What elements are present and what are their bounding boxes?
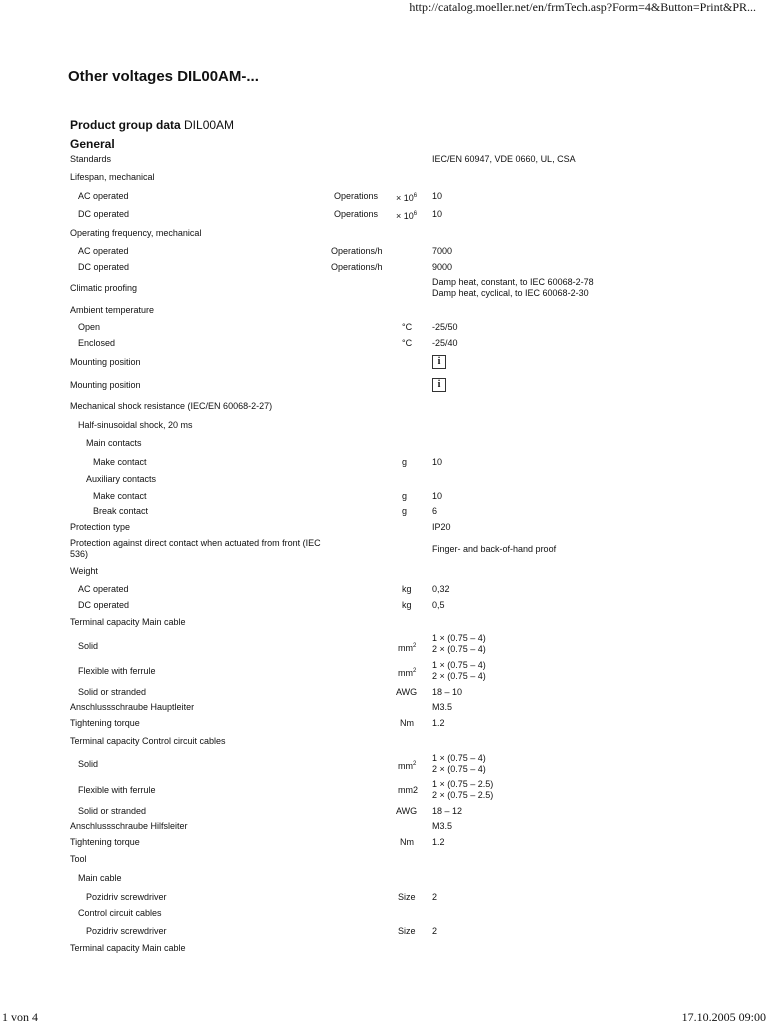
- row-label: Weight: [70, 566, 98, 576]
- row-value: 2: [432, 892, 438, 902]
- row-value-line1: 1 × (0.75 – 4): [432, 660, 486, 670]
- row-value-line2: Damp heat, cyclical, to IEC 60068-2-30: [432, 288, 589, 298]
- row-label: Mounting position: [70, 357, 141, 367]
- page-title: Other voltages DIL00AM-...: [68, 68, 259, 85]
- page-url: http://catalog.moeller.net/en/frmTech.asp?Form=4&Button=Print&PR...: [409, 0, 756, 14]
- row-label: Operating frequency, mechanical: [70, 228, 202, 238]
- unit-exponent: 2: [413, 668, 417, 674]
- row-unit: Size: [398, 926, 416, 936]
- row-label: Make contact: [93, 457, 147, 467]
- row-label: Break contact: [93, 506, 149, 516]
- info-icon[interactable]: i: [432, 355, 446, 369]
- multiplier-exponent: 6: [413, 193, 418, 199]
- row-label-line2: 536): [70, 549, 89, 559]
- row-label: DC operated: [78, 262, 130, 272]
- row-label: Flexible with ferrule: [78, 785, 156, 795]
- row-value: 18 – 10: [432, 687, 463, 697]
- row-label: Anschlussschraube Hauptleiter: [70, 702, 195, 712]
- row-unit: kg: [402, 584, 412, 594]
- row-unit: [398, 666, 416, 679]
- row-label: Tool: [70, 854, 87, 864]
- row-value: 10: [432, 457, 443, 467]
- row-value-line2: 2 × (0.75 – 4): [432, 644, 486, 654]
- row-label-line1: Protection against direct contact when actuated from front (IEC: [70, 538, 321, 548]
- row-unit: Operations: [334, 209, 379, 219]
- row-unit: Operations/h: [331, 246, 383, 256]
- row-unit: [398, 759, 416, 772]
- row-label: Pozidriv screwdriver: [86, 892, 167, 902]
- row-value: M3.5: [432, 821, 453, 831]
- row-multiplier: [396, 209, 417, 222]
- row-value: 10: [432, 209, 443, 219]
- multiplier-text: × 10: [396, 211, 414, 221]
- info-icon[interactable]: i: [432, 378, 446, 392]
- row-label: AC operated: [78, 191, 129, 201]
- row-unit: AWG: [396, 687, 418, 697]
- row-value: Finger- and back-of-hand proof: [432, 544, 557, 554]
- row-label: Standards: [70, 154, 112, 164]
- row-value: 6: [432, 506, 438, 516]
- unit-exponent: 2: [413, 643, 417, 649]
- print-timestamp: 17.10.2005 09:00: [681, 1010, 766, 1024]
- row-label: Main cable: [78, 873, 122, 883]
- row-label: DC operated: [78, 209, 130, 219]
- row-label: Solid: [78, 759, 99, 769]
- row-value-line2: 2 × (0.75 – 4): [432, 671, 486, 681]
- row-unit: g: [402, 491, 408, 501]
- row-unit: °C: [402, 322, 413, 332]
- row-unit: °C: [402, 338, 413, 348]
- section-title: General: [70, 137, 115, 151]
- row-value: 0,5: [432, 600, 445, 610]
- multiplier-text: × 10: [396, 193, 414, 203]
- row-unit: Operations/h: [331, 262, 383, 272]
- row-label: Solid or stranded: [78, 806, 147, 816]
- row-value: 1.2: [432, 837, 445, 847]
- row-unit: g: [402, 506, 408, 516]
- row-label: Pozidriv screwdriver: [86, 926, 167, 936]
- row-label: DC operated: [78, 600, 130, 610]
- row-value: 9000: [432, 262, 453, 272]
- page-counter: 1 von 4: [2, 1010, 38, 1024]
- row-value-line2: 2 × (0.75 – 2.5): [432, 790, 494, 800]
- row-label: Flexible with ferrule: [78, 666, 156, 676]
- row-value: -25/50: [432, 322, 458, 332]
- row-label: Solid or stranded: [78, 687, 147, 697]
- row-value: -25/40: [432, 338, 458, 348]
- row-label: Terminal capacity Main cable: [70, 943, 186, 953]
- row-label: Mechanical shock resistance (IEC/EN 60068-2-27): [70, 401, 273, 411]
- product-group-label: Product group data: [70, 118, 181, 132]
- row-value-line1: Damp heat, constant, to IEC 60068-2-78: [432, 277, 594, 287]
- row-value: IP20: [432, 522, 451, 532]
- row-label: Open: [78, 322, 101, 332]
- multiplier-exponent: 6: [413, 211, 418, 217]
- row-label: Main contacts: [86, 438, 142, 448]
- row-label: Terminal capacity Control circuit cables: [70, 736, 226, 746]
- unit-text: mm: [398, 643, 413, 653]
- row-label: AC operated: [78, 584, 129, 594]
- row-value: IEC/EN 60947, VDE 0660, UL, CSA: [432, 154, 576, 164]
- row-value: 1.2: [432, 718, 445, 728]
- row-label: Climatic proofing: [70, 283, 138, 293]
- row-value: 10: [432, 191, 443, 201]
- row-label: AC operated: [78, 246, 129, 256]
- row-label: Control circuit cables: [78, 908, 162, 918]
- row-label: Auxiliary contacts: [86, 474, 157, 484]
- row-label: Tightening torque: [70, 718, 140, 728]
- product-group-value: DIL00AM: [184, 118, 235, 132]
- row-unit: Nm: [400, 718, 414, 728]
- row-label: Mounting position: [70, 380, 141, 390]
- row-multiplier: [396, 191, 417, 204]
- row-unit: Operations: [334, 191, 379, 201]
- unit-exponent: 2: [413, 761, 417, 767]
- row-label: Solid: [78, 641, 99, 651]
- row-unit: [398, 641, 416, 654]
- row-label: Lifespan, mechanical: [70, 172, 155, 182]
- row-label: Terminal capacity Main cable: [70, 617, 186, 627]
- row-unit: AWG: [396, 806, 418, 816]
- row-value-line2: 2 × (0.75 – 4): [432, 764, 486, 774]
- row-value: 0,32: [432, 584, 450, 594]
- unit-text: mm: [398, 761, 413, 771]
- row-value: 18 – 12: [432, 806, 463, 816]
- row-label: Enclosed: [78, 338, 116, 348]
- row-label: Protection type: [70, 522, 131, 532]
- row-unit: mm2: [398, 785, 418, 795]
- row-value: 2: [432, 926, 438, 936]
- row-value: 10: [432, 491, 443, 501]
- row-label: Anschlussschraube Hilfsleiter: [70, 821, 188, 831]
- row-label: Half-sinusoidal shock, 20 ms: [78, 420, 193, 430]
- row-value-line1: 1 × (0.75 – 4): [432, 633, 486, 643]
- row-unit: Nm: [400, 837, 414, 847]
- unit-text: mm: [398, 668, 413, 678]
- row-unit: Size: [398, 892, 416, 902]
- row-label: Ambient temperature: [70, 305, 155, 315]
- row-unit: g: [402, 457, 408, 467]
- row-unit: kg: [402, 600, 412, 610]
- product-group-line: [70, 118, 234, 132]
- row-value: M3.5: [432, 702, 453, 712]
- row-label: Tightening torque: [70, 837, 140, 847]
- row-value-line1: 1 × (0.75 – 2.5): [432, 779, 494, 789]
- row-label: Make contact: [93, 491, 147, 501]
- row-value: 7000: [432, 246, 453, 256]
- row-value-line1: 1 × (0.75 – 4): [432, 753, 486, 763]
